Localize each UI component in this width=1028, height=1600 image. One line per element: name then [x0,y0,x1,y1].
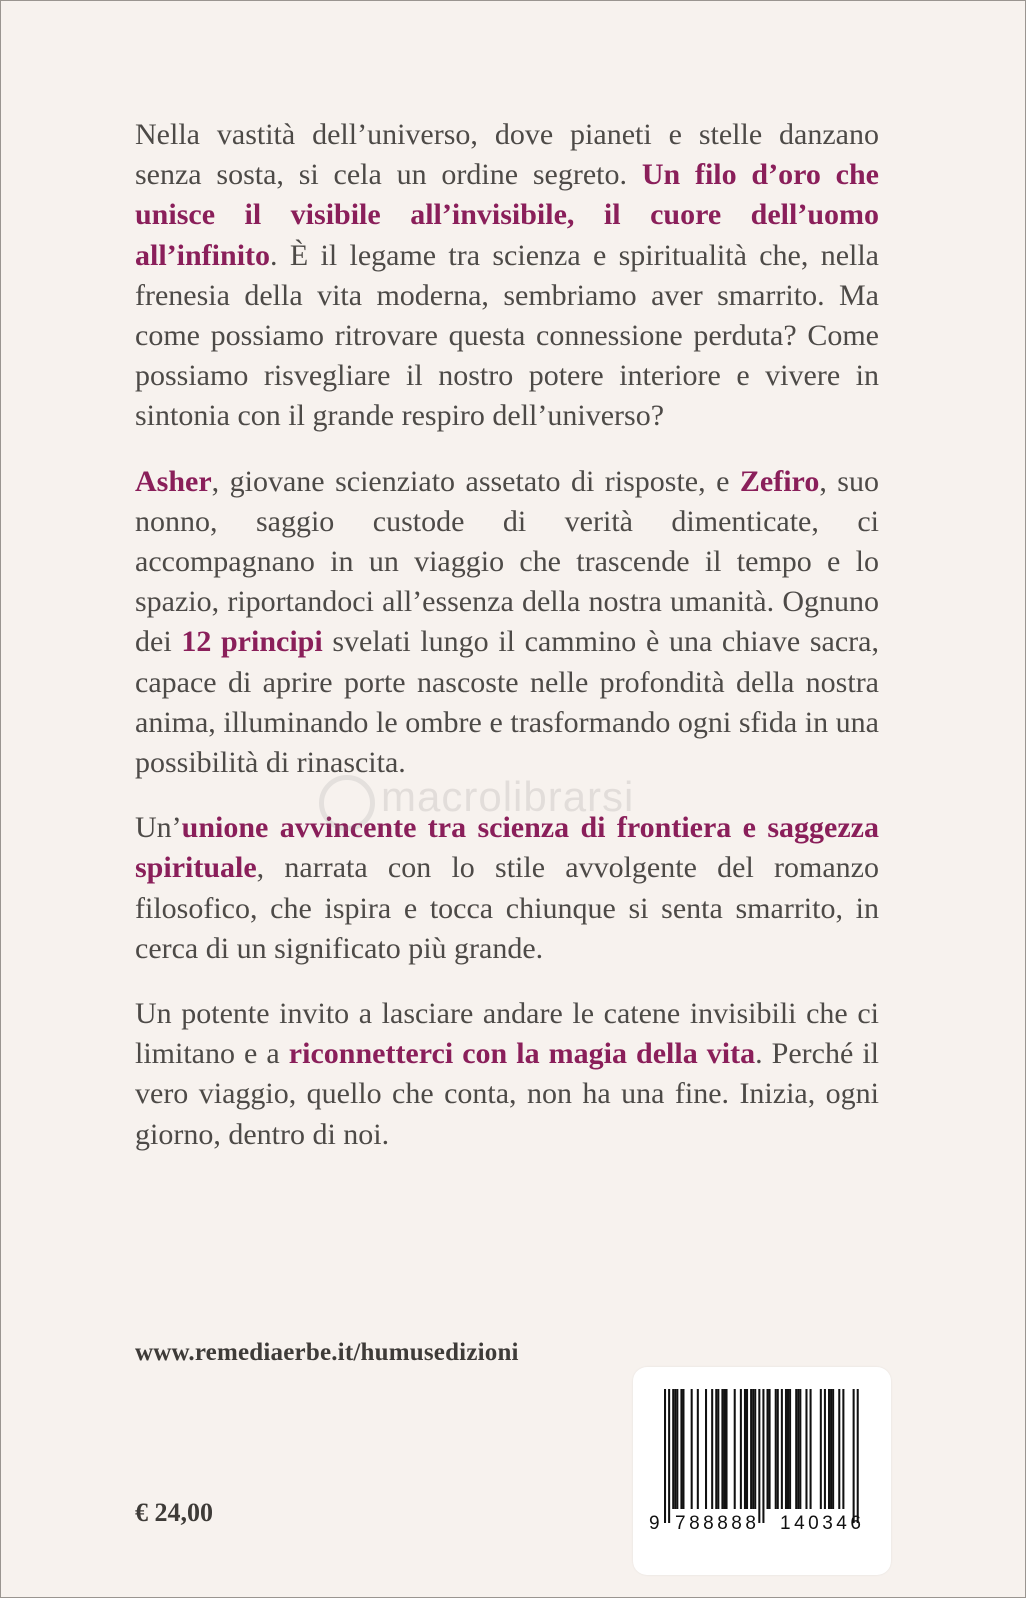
paragraph-4 [135,994,879,1155]
barcode-bar [740,1389,742,1509]
barcode-first-digit: 9 [649,1513,660,1534]
barcode-bar [797,1389,799,1509]
price-label: € 24,00 [135,1498,213,1527]
text-span: . È il legame tra scienza e spiritualità che, nella frenesia della vita moderna, sembriamo aver smarrito. Ma come possiamo ritrovare questa connessione perduta? Come possiamo risvegliare il nostro potere interiore e vivere in sintonia con il grande respiro dell’universo? [135,238,879,433]
text-span: Un potente invito a lasciare andare le catene invisibili che ci limitano e a [135,997,879,1071]
barcode-bar [734,1389,736,1509]
barcode-bar [857,1389,859,1523]
text-span: , suo nonno, saggio custode di verità dimenticate, ci accompagnano in un viaggio che trascende il tempo e lo spazio, riportandoci all’essenza della nostra umanità. Ognuno dei [135,464,879,659]
barcode-panel [633,1367,891,1575]
barcode-bar [754,1389,756,1509]
website-url: www.remediaerbe.it/humusedizioni [135,1339,519,1366]
barcode-bar [682,1389,684,1509]
barcode-bar [697,1389,699,1509]
barcode-bar [832,1389,834,1509]
barcode-bar [676,1389,678,1509]
barcode-bar [799,1389,801,1509]
barcode-bar [752,1389,754,1509]
paragraph-2 [135,462,879,784]
barcode-digits-right: 140346 [780,1513,865,1534]
barcode-bar [842,1389,844,1509]
synopsis [135,115,879,1180]
barcode-digits-left: 788888 [675,1513,760,1534]
barcode-bar [691,1389,693,1509]
barcode-bar [723,1389,725,1509]
barcode-bar [789,1389,791,1509]
barcode-bar [810,1389,812,1509]
barcode-bar [762,1389,764,1523]
barcode-bar [830,1389,832,1509]
paragraph-1 [135,115,879,437]
barcode-bar [705,1389,707,1509]
highlight-span: Asher [135,464,212,498]
barcode-bar [785,1389,787,1509]
text-span: Nella vastità dell’universo, dove pianeti e stelle danzano senza sosta, si cela un ordine segreto. [135,118,879,192]
barcode-bar [674,1389,676,1509]
barcode-bar [828,1389,830,1509]
barcode-bar [744,1389,746,1509]
text-span: , giovane scienziato assetato di risposte, e [211,464,740,498]
barcode-bar [668,1389,670,1523]
barcode-bar [775,1389,777,1509]
text-span: Un’ [135,811,182,845]
barcode-bar [664,1389,666,1523]
barcode-bar [795,1389,797,1509]
barcode-bar [777,1389,779,1509]
barcode-bar [715,1389,717,1509]
highlight-span: unione avvincente tra scienza di frontiera e saggezza spirituale [135,811,879,885]
highlight-span: Zefiro [739,464,820,498]
barcode-bar [805,1389,807,1509]
barcode-bar [820,1389,822,1509]
watermark-text: macrolibrarsi [381,773,635,820]
barcode-bar [746,1389,748,1509]
highlight-span: riconnetterci con la magia della vita [288,1037,756,1071]
text-span: , narrata con lo stile avvolgente del romanzo filosofico, che ispira e tocca chiunque si senta smarrito, in cerca di un significato più grande. [135,851,879,965]
barcode-bar [721,1389,723,1509]
highlight-span: Un filo d’oro che unisce il visibile all’invisibile, il cuore dell’uomo all’infinito [135,158,879,272]
barcode-bar [769,1389,771,1509]
barcode-bars [633,1367,891,1575]
barcode-bar [711,1389,713,1509]
barcode-bar [787,1389,789,1509]
barcode-bar [824,1389,826,1509]
barcode-bar [838,1389,840,1509]
barcode-bar [781,1389,783,1509]
barcode-bar [767,1389,769,1509]
paragraph-3 [135,808,879,969]
text-span: . Perché il vero viaggio, quello che conta, non ha una fine. Inizia, ogni giorno, dentro di noi. [135,1037,880,1151]
text-span: svelati lungo il cammino è una chiave sacra, capace di aprire porte nascoste nelle profondità della nostra anima, illuminando le ombre e trasformando ogni sfida in una possibilità di rinascita. [135,625,879,780]
barcode-bar [680,1389,682,1509]
barcode-bar [717,1389,719,1509]
barcode-bar [750,1389,752,1509]
barcode-bar [853,1389,855,1523]
barcode-bar [726,1389,728,1509]
barcode-bar [758,1389,760,1523]
barcode-bar [672,1389,674,1509]
highlight-span: 12 principi [181,625,323,659]
